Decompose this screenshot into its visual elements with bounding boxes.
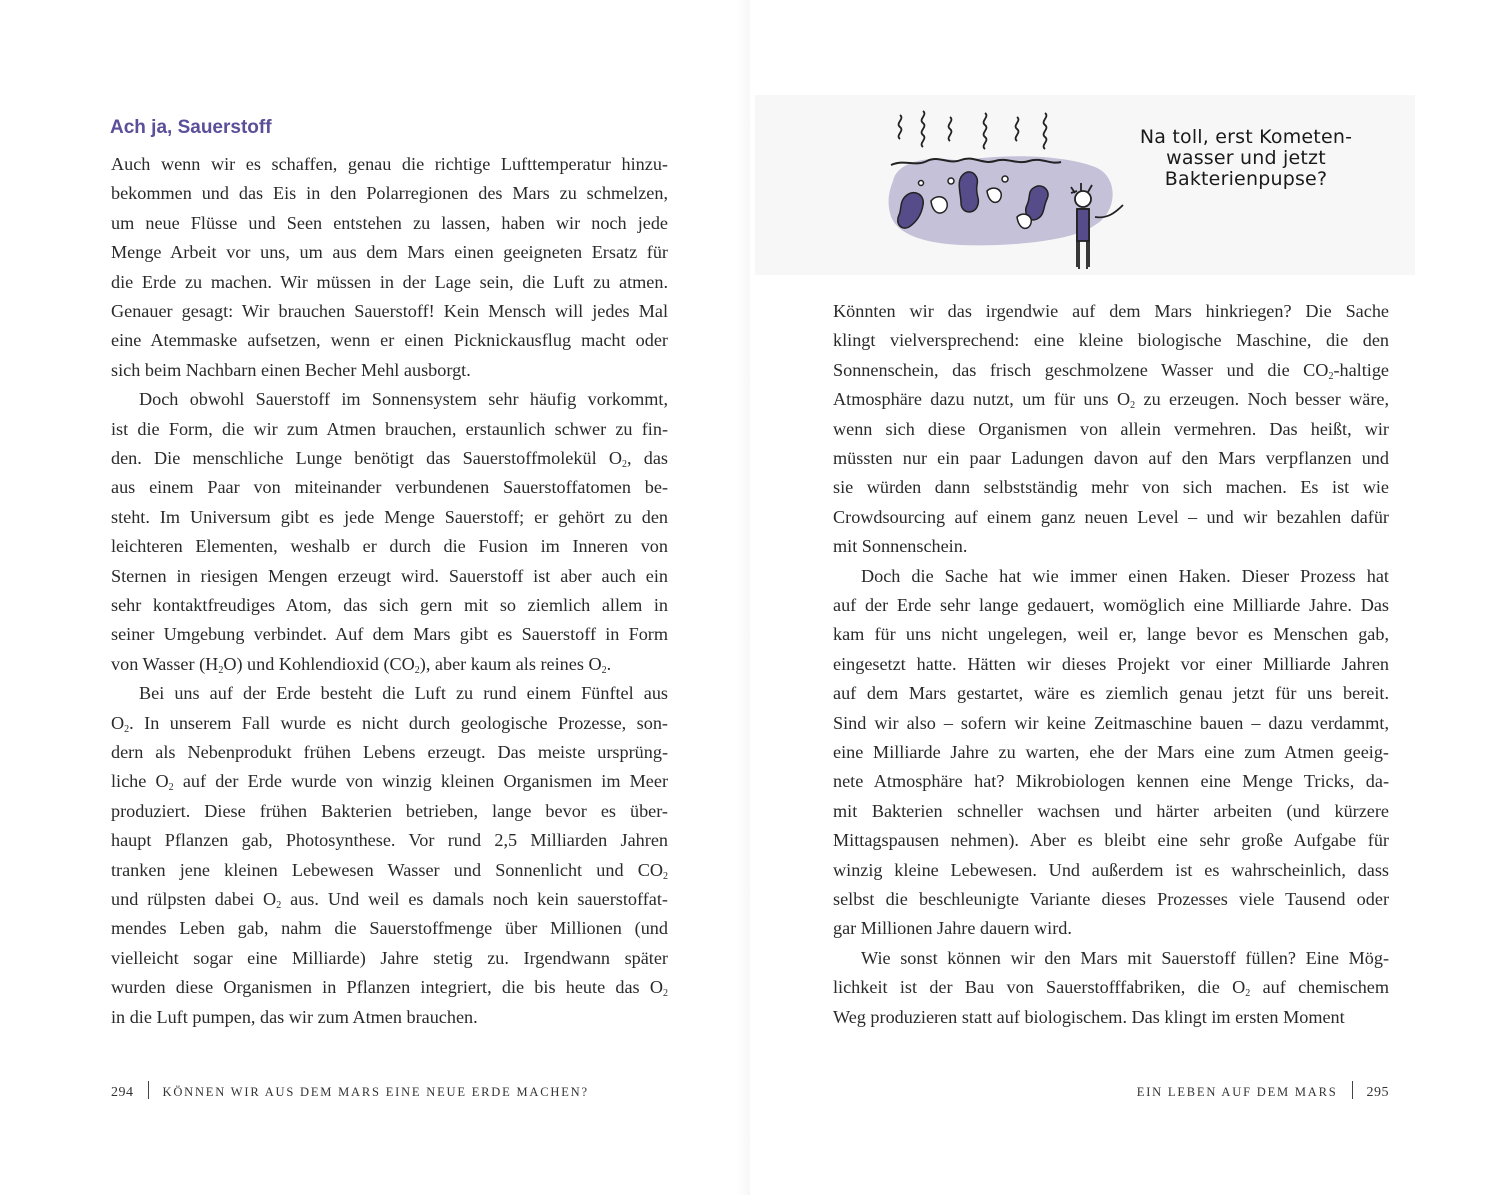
body-text-line (833, 1003, 1389, 1032)
line-text: mendes Leben gab, nahm die Sauerstoffmenge über Millionen (und (111, 918, 668, 939)
body-text-line (111, 826, 668, 855)
body-text-line (833, 591, 1389, 620)
subscript: 2 (1130, 400, 1136, 412)
body-text-line (833, 473, 1389, 502)
line-text: Doch die Sache hat wie immer einen Haken. Dieser Prozess hat (861, 565, 1389, 586)
subscript: 2 (168, 782, 174, 794)
page-number: 294 (111, 1085, 134, 1100)
line-text: eine Milliarde Jahre zu warten, ehe der Mars eine zum Atmen geeig- (833, 742, 1389, 762)
line-text: gar Millionen Jahre dauern wird. (833, 918, 1072, 939)
body-text-line (111, 562, 668, 591)
line-text: seiner Umgebung verbindet. Auf dem Mars gibt es Sauerstoff in Form (111, 624, 668, 645)
line-text: bekommen und das Eis in den Polarregionen des Mars zu schmelzen, (111, 183, 668, 204)
line-text: tranken jene kleinen Lebewesen Wasser und Sonnenlicht und CO (111, 859, 663, 880)
line-text: mit Sonnenschein. (833, 536, 968, 557)
subscript: 2 (1328, 370, 1334, 382)
body-text-line (833, 944, 1389, 973)
line-text: Doch obwohl Sauerstoff im Sonnensystem sehr häufig vorkommt, (139, 389, 668, 410)
body-text-line (111, 767, 668, 796)
line-text: Sternen in riesigen Mengen erzeugt wird. Sauerstoff ist aber auch ein (111, 565, 668, 586)
line-text: um neue Flüsse und Seen entstehen zu lassen, haben wir noch jede (111, 212, 668, 233)
body-text-line (111, 650, 668, 679)
line-text: vielleicht sogar eine Milliarde) Jahre stetig zu. Irgendwann später (111, 947, 668, 968)
line-text: . (606, 653, 612, 674)
line-text: Auch wenn wir es schaffen, genau die richtige Lufttemperatur hinzu- (111, 154, 668, 174)
subscript: 2 (663, 870, 668, 882)
subscript: 2 (276, 900, 282, 911)
footer-divider (1352, 1081, 1353, 1099)
subscript: 2 (621, 459, 627, 470)
line-text: aus. Und weil es damals noch kein sauerstoffat- (281, 889, 668, 909)
line-text: Mittagspausen nehmen). Aber es bleibt eine sehr große Aufgabe für (833, 830, 1389, 851)
right-footer (1137, 1081, 1389, 1103)
body-text-line (111, 797, 668, 826)
line-text: sehr kontaktfreudiges Atom, das sich gern mit so ziemlich allem in (111, 595, 668, 615)
body-text-line (833, 620, 1389, 649)
line-text: wenn sich diese Organismen von allein vermehren. Das heißt, wir (833, 418, 1389, 439)
line-text: O) und Kohlendioxid (CO (223, 653, 415, 674)
subscript: 2 (663, 988, 668, 1000)
body-text-line (833, 738, 1389, 767)
body-text-line (111, 944, 668, 973)
speech-text (1116, 127, 1376, 190)
line-text: Menge Arbeit vor uns, um aus dem Mars einen geeigneten Ersatz für (111, 242, 668, 263)
line-text: auf chemischem (1250, 977, 1390, 998)
section-heading: Ach ja, Sauerstoff (110, 117, 272, 138)
body-text-line (111, 620, 668, 649)
line-text: -haltige (1333, 359, 1389, 380)
speech-line: wasser und jetzt (1166, 147, 1326, 169)
subscript: 2 (601, 664, 607, 676)
line-text: ), aber kaum als reines O (419, 653, 602, 674)
line-text: Bei uns auf der Erde besteht die Luft zu rund einem Fünftel aus (139, 683, 668, 704)
page-number: 295 (1366, 1085, 1389, 1100)
body-text-line (111, 591, 668, 620)
body-text-line (111, 532, 668, 561)
body-text-line (833, 385, 1389, 414)
line-text: O (111, 712, 125, 733)
line-text: wurden diese Organismen in Pflanzen integriert, die bis heute das O (111, 977, 663, 998)
body-text-line (833, 973, 1389, 1002)
line-text: selbst die beschleunigte Variante dieses Prozesses viele Tausend oder (833, 889, 1389, 909)
body-text-line (111, 385, 668, 414)
body-text-line (111, 415, 668, 444)
line-text: auf dem Mars gestartet, wäre es ziemlich genau jetzt für uns bereit. (833, 683, 1389, 704)
line-text: ist die Form, die wir zum Atmen brauchen, erstaunlich schwer zu fin- (111, 418, 668, 439)
body-text-line (833, 914, 1389, 943)
line-text: nete Atmosphäre hat? Mikrobiologen kennen eine Menge Tricks, da- (833, 771, 1389, 792)
line-text: , das (626, 448, 668, 468)
body-text-line (111, 1003, 668, 1032)
line-text: zu erzeugen. Noch besser wäre, (1135, 389, 1389, 410)
line-text: winzig kleine Lebewesen. Und außerdem ist es wahrscheinlich, dass (833, 859, 1389, 880)
body-text-line (833, 444, 1389, 473)
subscript: 2 (124, 723, 130, 735)
body-text-line (111, 885, 668, 914)
body-text-line (833, 856, 1389, 885)
line-text: Sind wir also – sofern wir keine Zeitmaschine bauen – dazu verdammt, (833, 712, 1389, 733)
line-text: Wie sonst können wir den Mars mit Sauerstoff füllen? Eine Mög- (861, 947, 1389, 968)
body-text-line (111, 297, 668, 326)
subscript: 2 (218, 664, 224, 676)
line-text: und rülpsten dabei O (111, 889, 277, 909)
right-page (750, 0, 1500, 1195)
body-text-line (111, 209, 668, 238)
line-text: klingt vielversprechend: eine kleine biologische Maschine, die den (833, 330, 1389, 351)
line-text: sie würden dann selbstständig mehr von sich machen. Es ist wie (833, 477, 1389, 498)
line-text: auf der Erde sehr lange gedauert, womöglich eine Milliarde Jahre. Das (833, 595, 1389, 615)
body-text-line (111, 503, 668, 532)
line-text: auf der Erde wurde von winzig kleinen Organismen im Meer (173, 771, 669, 792)
body-text-line (833, 826, 1389, 855)
body-text-line (833, 297, 1389, 326)
line-text: in die Luft pumpen, das wir zum Atmen brauchen. (111, 1006, 478, 1027)
body-text-line (833, 767, 1389, 796)
line-text: sich beim Nachbarn einen Becher Mehl ausborgt. (111, 359, 471, 380)
line-text: Atmosphäre dazu nutzt, um für uns O (833, 389, 1131, 410)
body-text-line (833, 709, 1389, 738)
running-title: KÖNNEN WIR AUS DEM MARS EINE NEUE ERDE MACHEN? (162, 1085, 589, 1099)
body-text-line (833, 356, 1389, 385)
body-text-line (111, 679, 668, 708)
body-text-line (111, 473, 668, 502)
body-text-line (833, 885, 1389, 914)
line-text: Genauer gesagt: Wir brauchen Sauerstoff! Kein Mensch will jedes Mal (111, 301, 668, 321)
line-text: von Wasser (H (111, 653, 219, 674)
body-text-line (833, 326, 1389, 355)
line-text: Könnten wir das irgendwie auf dem Mars hinkriegen? Die Sache (833, 301, 1389, 321)
body-text-line (833, 650, 1389, 679)
line-text: produziert. Diese frühen Bakterien betrieben, lange bevor es über- (111, 800, 668, 821)
line-text: lichkeit ist der Bau von Sauerstofffabriken, die O (833, 977, 1246, 998)
body-text-line (111, 150, 668, 179)
subscript: 2 (1245, 988, 1251, 1000)
line-text: eine Atemmaske aufsetzen, wenn er einen Picknickausflug macht oder (111, 330, 668, 351)
line-text: leichteren Elementen, weshalb er durch die Fusion im Inneren von (111, 536, 668, 557)
line-text: kam für uns nicht ungelegen, weil er, lange bevor es Menschen gab, (833, 624, 1389, 645)
body-text-line (833, 503, 1389, 532)
line-text: Weg produzieren statt auf biologischem. Das klingt im ersten Moment (833, 1006, 1345, 1027)
body-text-line (833, 415, 1389, 444)
body-text-line (111, 356, 668, 385)
body-text-line (111, 444, 668, 473)
line-text: aus einem Paar von miteinander verbundenen Sauerstoffatomen be- (111, 477, 668, 498)
line-text: dern als Nebenprodukt frühen Lebens erzeugt. Das meiste ursprüng- (111, 742, 668, 762)
speech-line: Na toll, erst Kometen- (1139, 126, 1353, 148)
body-text-line (111, 709, 668, 738)
line-text: haupt Pflanzen gab, Photosynthese. Vor rund 2,5 Milliarden Jahren (111, 830, 668, 851)
body-text-line (111, 973, 668, 1002)
body-text-line (111, 326, 668, 355)
left-footer (111, 1081, 589, 1103)
body-text-line (833, 797, 1389, 826)
body-text-line (111, 856, 668, 885)
running-title: EIN LEBEN AUF DEM MARS (1136, 1085, 1338, 1099)
body-text-line (111, 738, 668, 767)
body-text-line (111, 179, 668, 208)
line-text: liche O (111, 771, 169, 792)
line-text: den. Die menschliche Lunge benötigt das Sauerstoffmolekül O (111, 448, 622, 468)
body-text-line (833, 532, 1389, 561)
line-text: die Erde zu machen. Wir müssen in der Lage sein, die Luft zu atmen. (111, 271, 668, 292)
body-text-line (833, 679, 1389, 708)
line-text: Crowdsourcing auf einem ganz neuen Level – und wir bezahlen dafür (833, 506, 1389, 527)
line-text: mit Bakterien schneller wachsen und härter arbeiten (und kürzere (833, 800, 1389, 821)
body-text-line (833, 562, 1389, 591)
footer-divider (148, 1081, 149, 1099)
cartoon-illustration (755, 95, 1415, 275)
line-text: müssten nur ein paar Ladungen davon auf den Mars verpflanzen und (833, 448, 1389, 468)
line-text: steht. Im Universum gibt es jede Menge Sauerstoff; er gehört zu den (111, 506, 668, 527)
body-text-line (111, 268, 668, 297)
speech-line: Bakterienpupse? (1164, 168, 1328, 190)
line-text: Sonnenschein, das frisch geschmolzene Wasser und die CO (833, 359, 1329, 380)
body-text-line (111, 914, 668, 943)
line-text: . In unserem Fall wurde es nicht durch geologische Prozesse, son- (129, 712, 668, 733)
subscript: 2 (414, 664, 420, 676)
body-text-line (111, 238, 668, 267)
line-text: eingesetzt hatte. Hätten wir dieses Projekt vor einer Milliarde Jahren (833, 653, 1389, 674)
